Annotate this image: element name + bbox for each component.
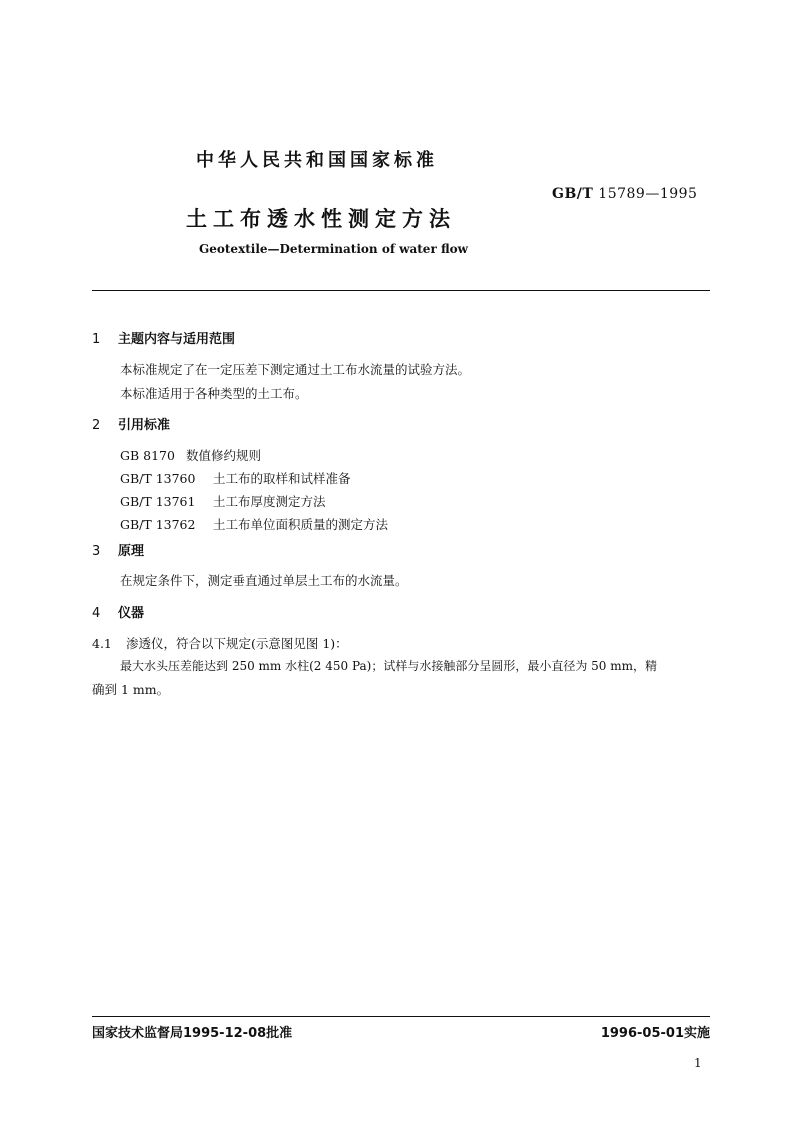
paragraph: 确到 1 mm。 — [92, 682, 170, 697]
standard-code — [552, 186, 697, 202]
reference-title: 土工布厚度测定方法 — [213, 494, 326, 509]
reference-item — [120, 492, 326, 510]
section-3-heading — [92, 540, 144, 559]
paragraph: 本标准规定了在一定压差下测定通过土工布水流量的试验方法。 — [120, 362, 471, 377]
document-title: 土工布透水性测定方法 — [186, 207, 456, 231]
reference-code: GB 8170 — [120, 448, 175, 463]
section-number: 2 — [92, 418, 101, 433]
reference-code: GB/T 13762 — [120, 517, 196, 532]
section-title: 主题内容与适用范围 — [118, 332, 236, 347]
reference-item — [120, 446, 261, 464]
paragraph: 在规定条件下，测定垂直通过单层土工布的水流量。 — [120, 573, 408, 588]
section-4-heading — [92, 602, 144, 621]
reference-item — [120, 515, 388, 533]
reference-code: GB/T 13760 — [120, 471, 196, 486]
standard-code-number: 15789—1995 — [598, 186, 698, 202]
standard-code-prefix: GB/T — [552, 186, 594, 202]
paragraph: 本标准适用于各种类型的土工布。 — [120, 386, 308, 401]
section-title: 原理 — [118, 544, 145, 559]
section-number: 1 — [92, 332, 101, 347]
approval-date: 国家技术监督局1995-12-08批准 — [92, 1026, 293, 1041]
document-title-english: Geotextile—Determination of water flow — [199, 242, 469, 256]
subsection-number: 4.1 — [92, 636, 112, 651]
section-1-heading — [92, 328, 235, 347]
page-number: 1 — [694, 1056, 702, 1070]
section-title: 仪器 — [118, 606, 145, 621]
footer-divider — [92, 1016, 710, 1017]
section-number: 4 — [92, 606, 101, 621]
section-2-heading — [92, 414, 170, 433]
subsection-lead: 渗透仪，符合以下规定(示意图见图 1)： — [126, 636, 348, 651]
reference-code: GB/T 13761 — [120, 494, 196, 509]
header-divider — [92, 290, 710, 291]
section-title: 引用标准 — [118, 418, 171, 433]
subsection-4-1 — [92, 634, 348, 652]
effective-date: 1996-05-01实施 — [600, 1026, 710, 1041]
reference-title: 数值修约规则 — [186, 448, 262, 463]
reference-title: 土工布的取样和试样准备 — [213, 471, 351, 486]
reference-title: 土工布单位面积质量的测定方法 — [213, 517, 389, 532]
paragraph: 最大水头压差能达到 250 mm 水柱(2 450 Pa)；试样与水接触部分呈圆形，最小直径为 50 mm，精 — [120, 659, 657, 673]
reference-item — [120, 469, 351, 487]
standard-title: 中华人民共和国国家标准 — [196, 150, 438, 171]
section-number: 3 — [92, 544, 101, 559]
